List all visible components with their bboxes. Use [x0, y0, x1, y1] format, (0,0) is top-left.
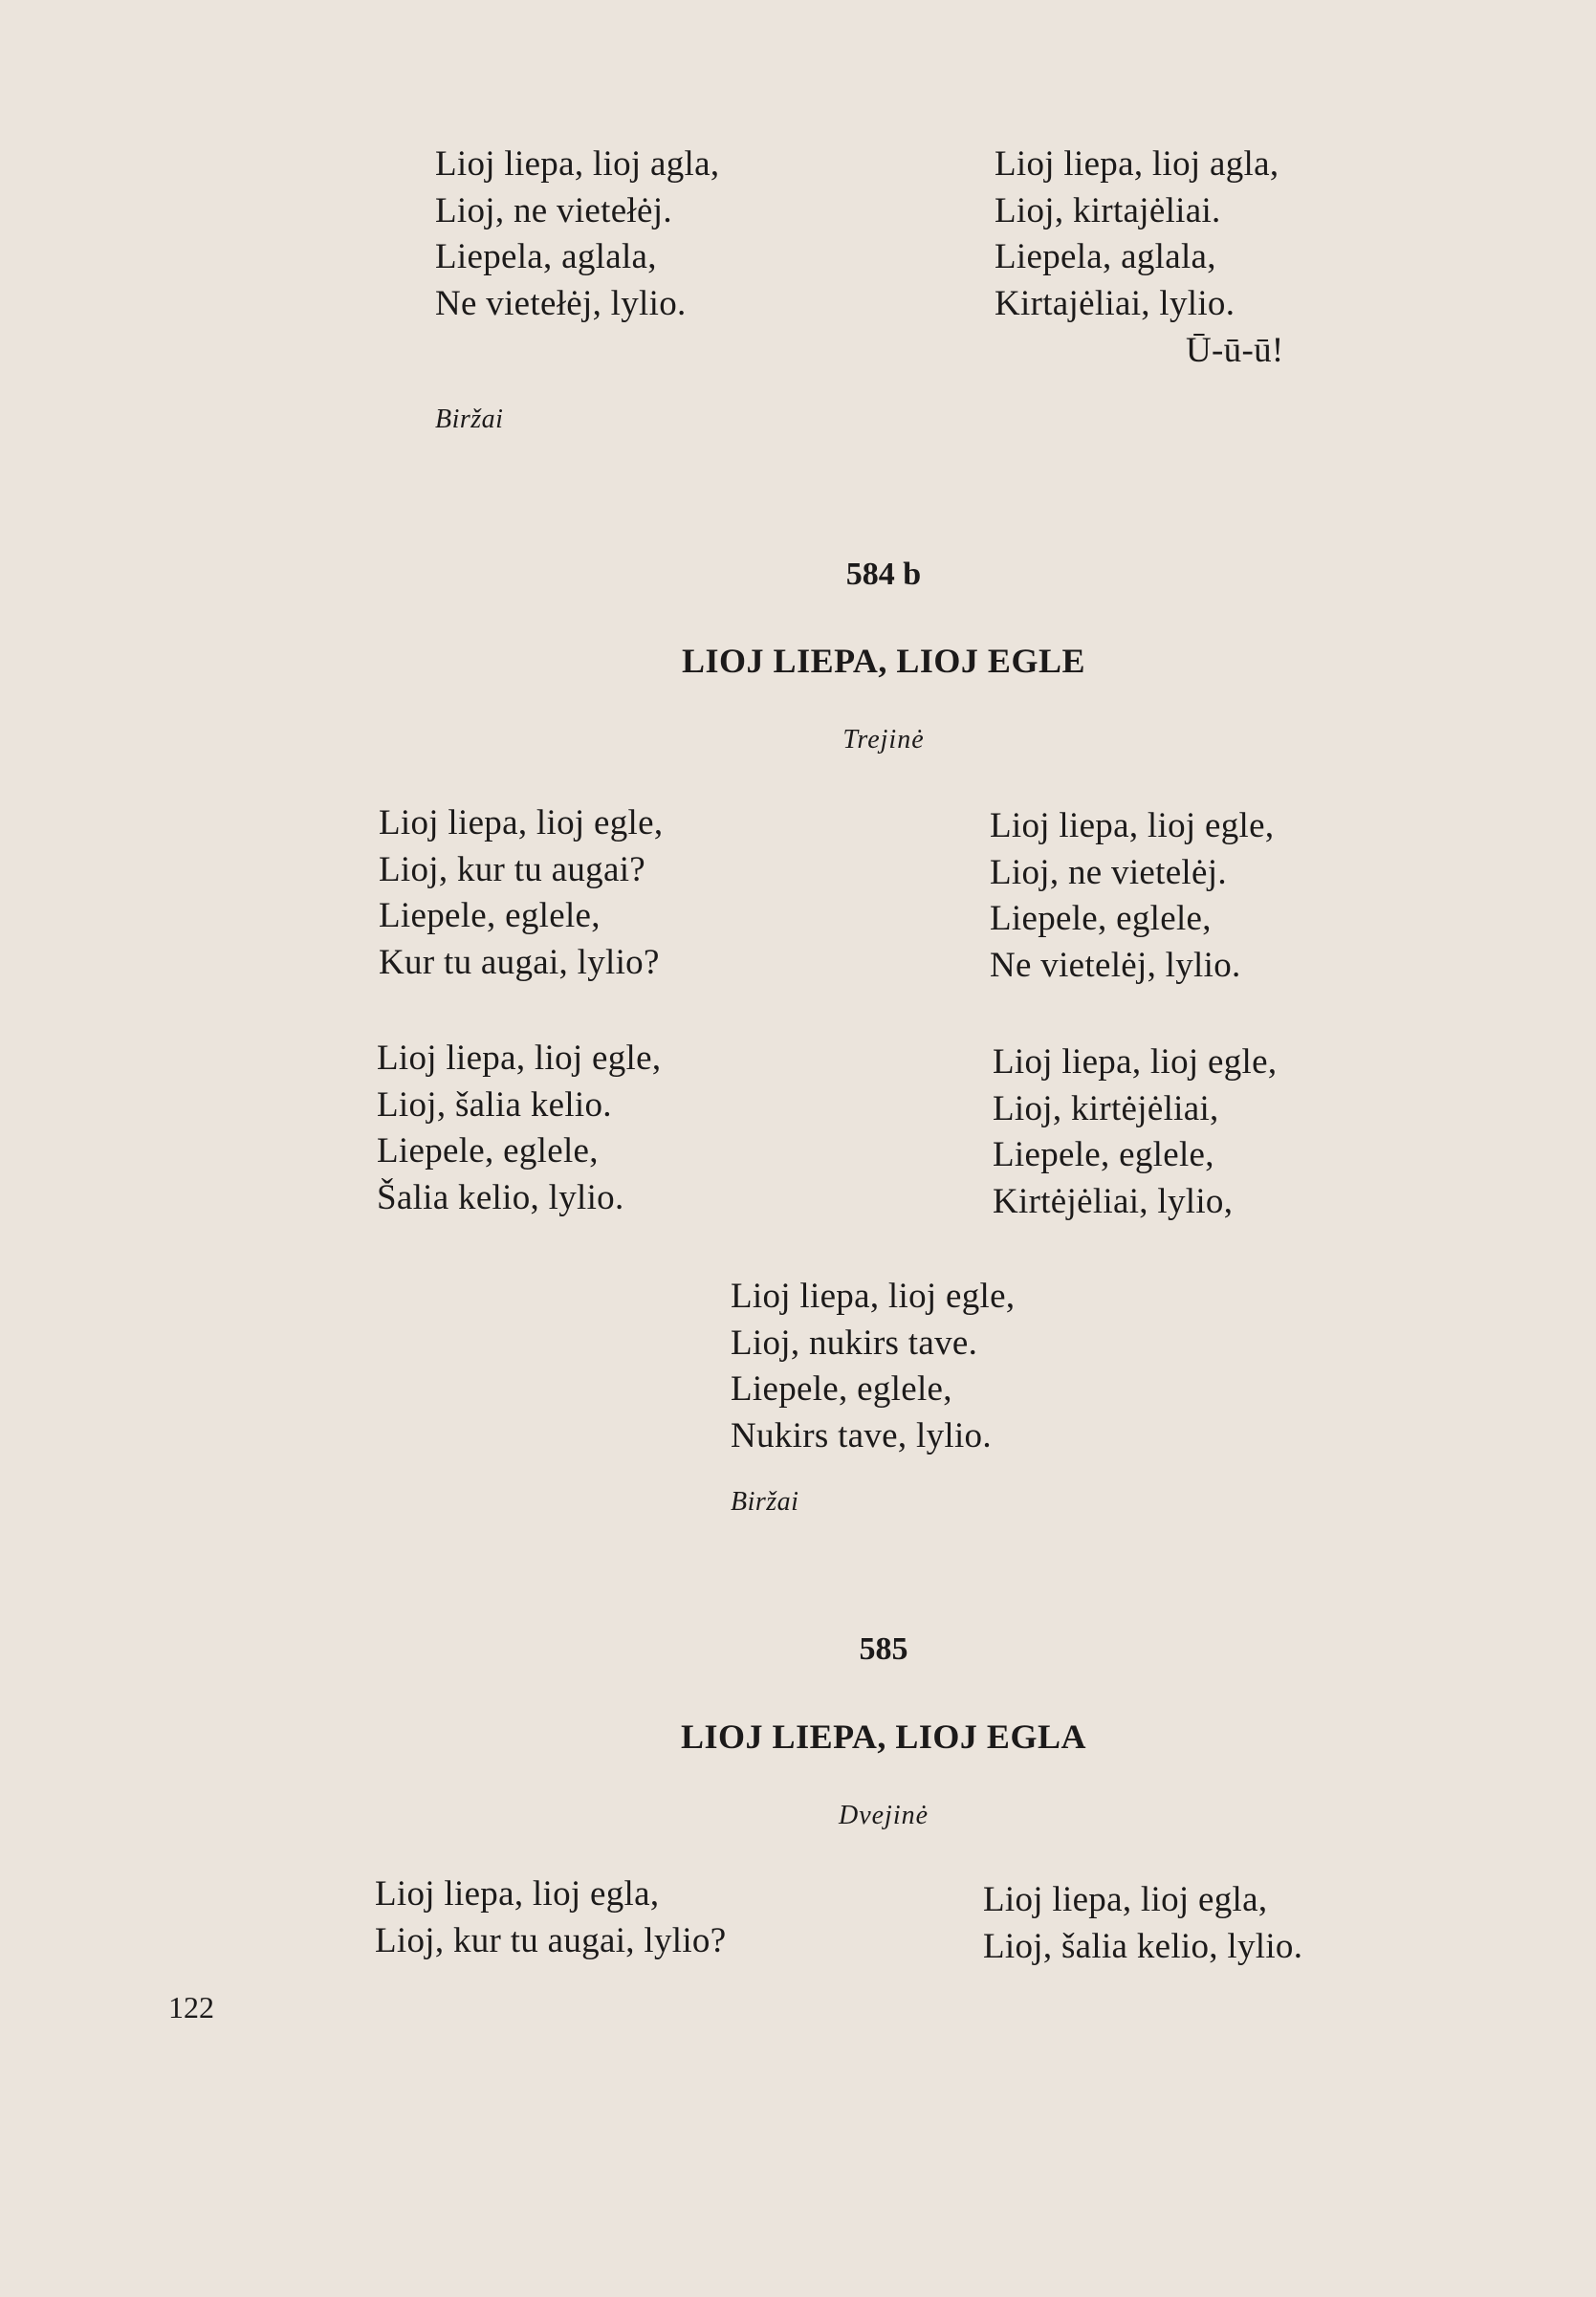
verse-line: Lioj, kur tu augai, lylio?: [375, 1920, 727, 1960]
stanza-584b-1: [379, 800, 663, 986]
verse-line: Lioj, kirtėjėliai,: [993, 1088, 1219, 1128]
song-number: 584 b: [845, 557, 922, 592]
verse-line: Kirtėjėliai, lylio,: [993, 1181, 1234, 1221]
verse-line: Lioj, kirtajėliai.: [995, 190, 1221, 230]
place-name: Biržai: [435, 405, 504, 434]
song-title: LIOJ LIEPA, LIOJ EGLA: [681, 1717, 1086, 1756]
verse-line: Lioj liepa, lioj agla,: [435, 144, 720, 184]
verse-line: Liepele, eglele,: [377, 1131, 599, 1170]
verse-line: Nukirs tave, lylio.: [731, 1415, 992, 1455]
song-subtitle: Trejinė: [842, 725, 925, 755]
top-left-stanza: [435, 142, 719, 327]
refrain-text: Ū-ū-ū!: [1186, 331, 1284, 370]
verse-line: Lioj, šalia kelio.: [377, 1084, 612, 1125]
verse-line: Lioj liepa, lioj egla,: [375, 1874, 660, 1914]
verse-line: Ne vietełėj, lylio.: [435, 283, 687, 323]
verse-line: Kirtajėliai, lylio.: [995, 283, 1235, 323]
verse-line: Liepela, aglala,: [995, 237, 1216, 276]
verse-line: Liepele, eglele,: [990, 899, 1212, 938]
stanza-584b-5: [731, 1274, 1015, 1459]
top-right-stanza: [995, 142, 1279, 327]
song-title: LIOJ LIEPA, LIOJ EGLE: [682, 642, 1085, 680]
verse-line: Lioj, nukirs tave.: [731, 1323, 978, 1363]
verse-line: Liepele, eglele,: [993, 1135, 1214, 1174]
verse-line: Lioj, šalia kelio, lylio.: [983, 1926, 1303, 1966]
song-number: 585: [859, 1631, 908, 1667]
verse-line: Lioj, ne vietelėj.: [990, 852, 1227, 892]
verse-line: Ne vietelėj, lylio.: [990, 945, 1241, 985]
verse-line: Lioj liepa, lioj egla,: [983, 1880, 1268, 1919]
verse-line: Lioj liepa, lioj egle,: [377, 1039, 662, 1078]
stanza-585-1: [375, 1871, 726, 1964]
verse-line: Lioj, kur tu augai?: [379, 849, 646, 889]
refrain: [1186, 328, 1283, 375]
page-number: 122: [168, 1990, 214, 2024]
verse-line: Lioj, ne vietełėj.: [435, 190, 672, 230]
verse-line: Lioj liepa, lioj egle,: [990, 806, 1275, 845]
verse-line: Liepele, eglele,: [731, 1369, 952, 1409]
verse-line: Lioj liepa, lioj egle,: [993, 1042, 1278, 1082]
verse-line: Kur tu augai, lylio?: [379, 942, 660, 982]
stanza-584b-3: [377, 1036, 661, 1221]
stanza-584b-2: [990, 803, 1274, 989]
stanza-584b-4: [993, 1039, 1277, 1225]
verse-line: Šalia kelio, lylio.: [377, 1177, 624, 1217]
verse-line: Liepela, aglala,: [435, 237, 657, 276]
place-name: Biržai: [731, 1487, 799, 1517]
stanza-585-2: [983, 1877, 1302, 1970]
verse-line: Lioj liepa, lioj egle,: [379, 803, 664, 842]
verse-line: Lioj liepa, lioj egle,: [731, 1277, 1016, 1316]
verse-line: Liepele, eglele,: [379, 896, 601, 935]
verse-line: Lioj liepa, lioj agla,: [995, 144, 1279, 184]
song-subtitle: Dvejinė: [838, 1801, 929, 1830]
